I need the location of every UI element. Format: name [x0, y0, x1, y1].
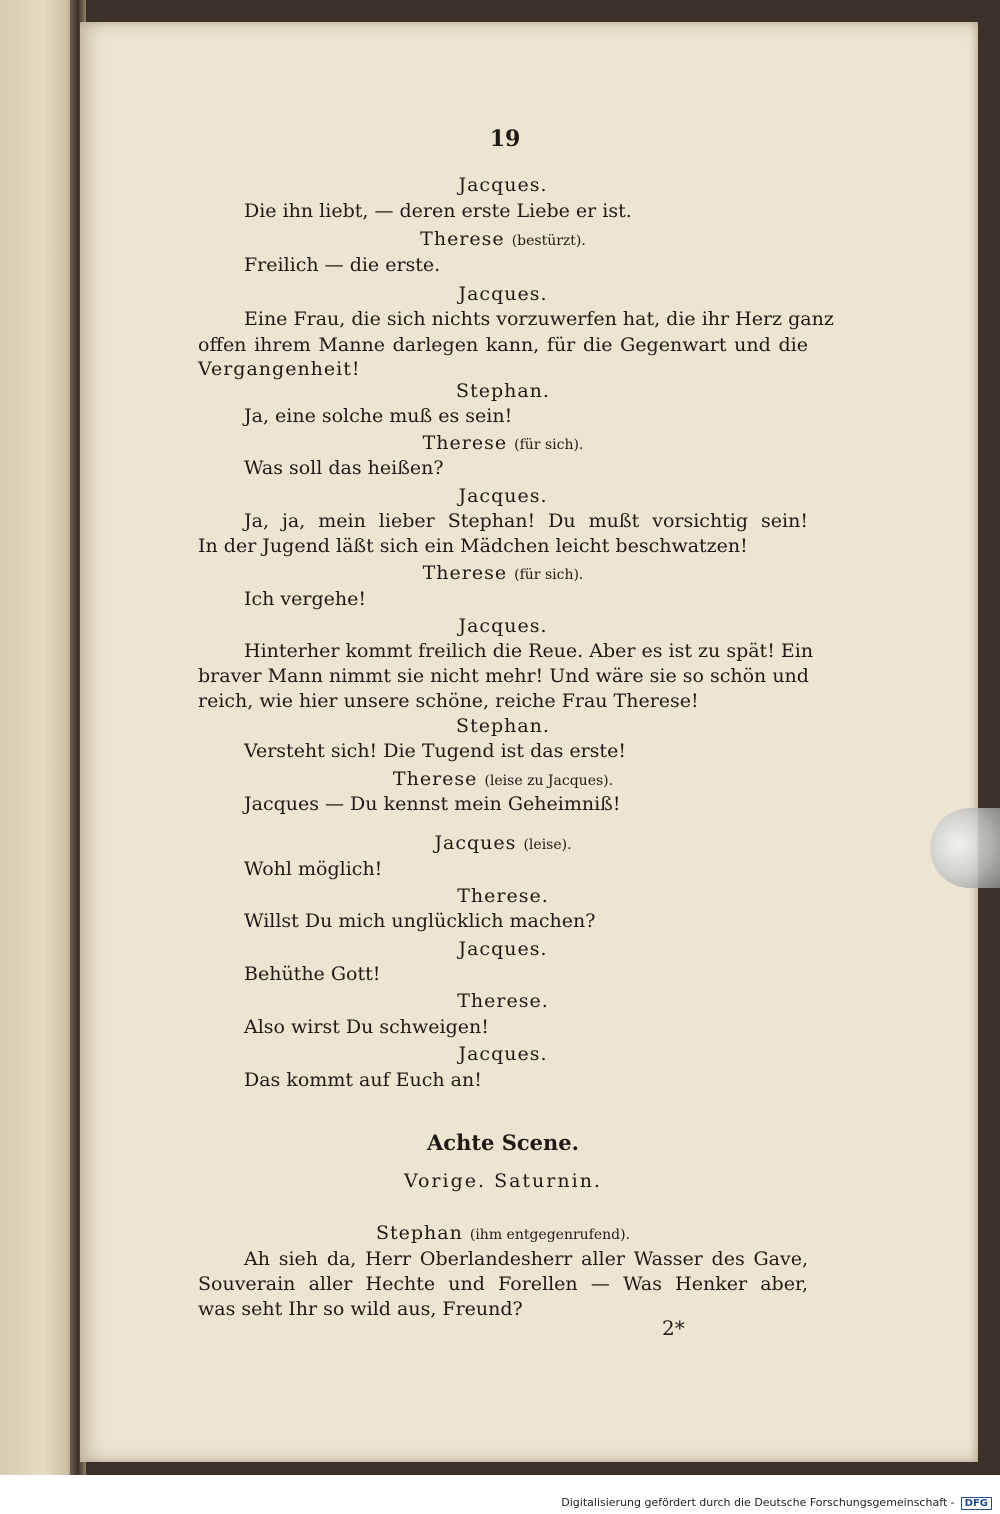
- dialogue-line: Versteht sich! Die Tugend ist das erste!: [244, 740, 626, 762]
- left-page-edge: [0, 0, 78, 1475]
- speaker-name: Therese: [422, 432, 508, 454]
- speaker-name: Stephan.: [456, 380, 550, 402]
- dialogue-line: Das kommt auf Euch an!: [244, 1069, 482, 1091]
- dialogue-line: In der Jugend läßt sich ein Mädchen leicht beschwatzen!: [198, 535, 748, 557]
- speaker-heading: [198, 174, 808, 196]
- speaker-name: Stephan.: [456, 715, 550, 737]
- dfg-logo: DFG: [961, 1497, 992, 1510]
- speaker-name: Jacques: [434, 832, 517, 854]
- speaker-name: Jacques.: [458, 938, 548, 960]
- dialogue-line: Ja, ja, mein lieber Stephan! Du mußt vorsichtig sein!: [244, 510, 808, 532]
- dialogue-line: Willst Du mich unglücklich machen?: [244, 910, 596, 932]
- speaker-name: Therese: [420, 228, 505, 250]
- speaker-name: Jacques.: [458, 174, 548, 196]
- dialogue-line: Souverain aller Hechte und Forellen — Was Henker aber,: [198, 1273, 808, 1295]
- speaker-heading: [198, 562, 808, 584]
- stage-direction: (bestürzt).: [511, 233, 586, 249]
- speaker-name: Therese.: [457, 990, 549, 1012]
- stage-direction: (für sich).: [514, 567, 584, 583]
- signature-mark: 2*: [662, 1316, 685, 1340]
- dialogue-line: was seht Ihr so wild aus, Freund?: [198, 1298, 523, 1320]
- speaker-heading: [198, 832, 808, 854]
- scene-cast-list: Vorige. Saturnin.: [404, 1170, 602, 1192]
- stage-direction: (für sich).: [514, 437, 584, 453]
- speaker-name: Therese: [392, 768, 478, 790]
- speaker-heading: [198, 990, 808, 1012]
- dialogue-line: offen ihrem Manne darlegen kann, für die Gegenwart und die: [198, 334, 808, 356]
- stage-direction: (ihm entgegenrufend).: [469, 1227, 631, 1243]
- dialogue-line: reich, wie hier unsere schöne, reiche Frau Therese!: [198, 690, 699, 712]
- speaker-name: Jacques.: [458, 615, 548, 637]
- speaker-heading: [198, 1222, 808, 1244]
- speaker-name: Jacques.: [458, 1043, 548, 1065]
- dialogue-line: Freilich — die erste.: [244, 254, 441, 276]
- dialogue-line: Vergangenheit!: [198, 358, 361, 380]
- speaker-name: Stephan: [375, 1222, 463, 1244]
- dialogue-line: Ja, eine solche muß es sein!: [244, 405, 513, 427]
- speaker-heading: [198, 432, 808, 454]
- dialogue-line: Hinterher kommt freilich die Reue. Aber es ist zu spät! Ein: [244, 640, 814, 662]
- dialogue-line: Also wirst Du schweigen!: [244, 1016, 489, 1038]
- speaker-heading: [198, 1043, 808, 1065]
- credit-text: Digitalisierung gefördert durch die Deutsche Forschungsgemeinschaft -: [561, 1496, 955, 1509]
- dialogue-line: Eine Frau, die sich nichts vorzuwerfen hat, die ihr Herz ganz: [244, 308, 834, 330]
- speaker-heading: [198, 615, 808, 637]
- stage-direction: (leise).: [523, 837, 572, 853]
- dialogue-line: braver Mann nimmt sie nicht mehr! Und wäre sie so schön und: [198, 665, 809, 687]
- dialogue-line: Ah sieh da, Herr Oberlandesherr aller Wasser des Gave,: [244, 1248, 808, 1270]
- dialogue-line: Jacques — Du kennst mein Geheimniß!: [244, 793, 621, 815]
- speaker-heading: [198, 768, 808, 790]
- speaker-heading: [198, 283, 808, 305]
- dialogue-line: Wohl möglich!: [244, 858, 383, 880]
- dialogue-line: Ich vergehe!: [244, 588, 367, 610]
- speaker-name: Jacques.: [458, 283, 548, 305]
- page-clip: [930, 808, 1000, 888]
- dialogue-line: Behüthe Gott!: [244, 963, 381, 985]
- speaker-name: Jacques.: [458, 485, 548, 507]
- speaker-heading: [198, 228, 808, 250]
- speaker-name: Therese: [422, 562, 508, 584]
- dialogue-line: Die ihn liebt, — deren erste Liebe er ist.: [244, 200, 632, 222]
- dialogue-line: Was soll das heißen?: [244, 457, 444, 479]
- speaker-heading: [198, 885, 808, 907]
- speaker-heading: [198, 715, 808, 737]
- speaker-name: Therese.: [457, 885, 549, 907]
- page-number: 19: [489, 126, 521, 152]
- digitization-credit: [561, 1496, 992, 1510]
- speaker-heading: [198, 938, 808, 960]
- speaker-heading: [198, 380, 808, 402]
- speaker-heading: [198, 485, 808, 507]
- stage-direction: (leise zu Jacques).: [484, 773, 614, 789]
- scene-heading: Achte Scene.: [427, 1130, 579, 1155]
